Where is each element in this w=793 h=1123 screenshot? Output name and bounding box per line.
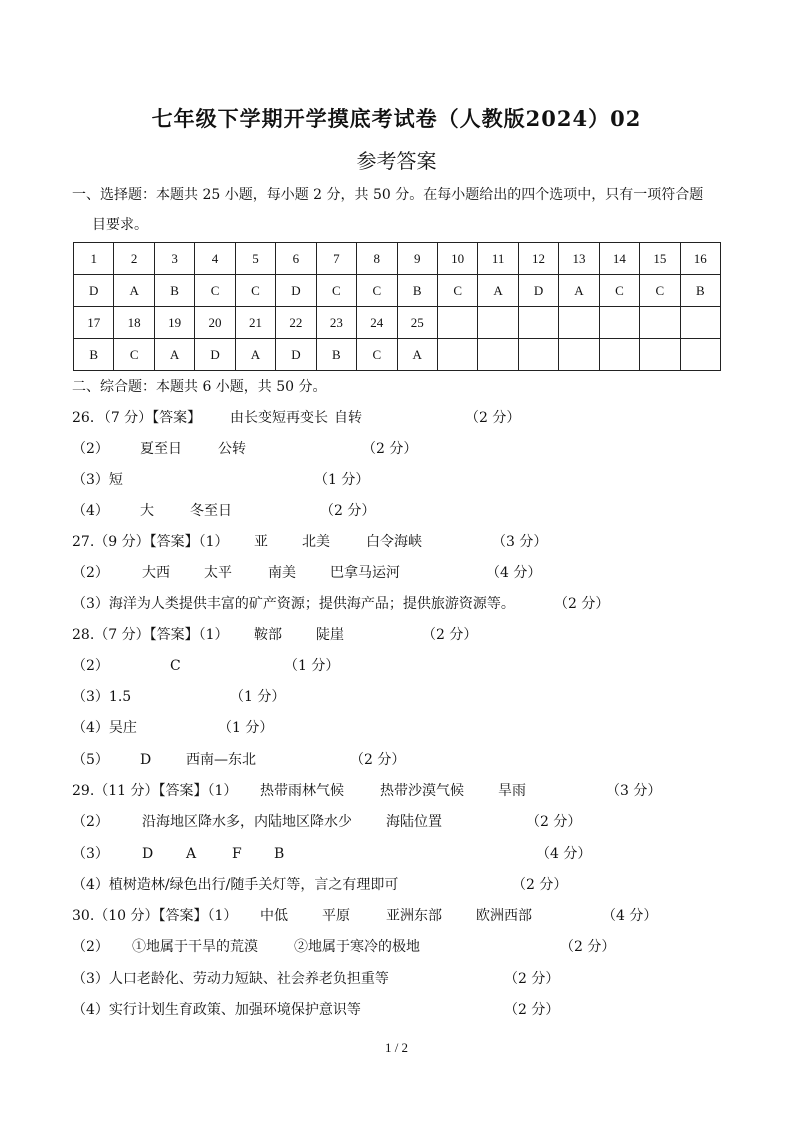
section1-heading: 一、选择题：本题共 25 小题，每小题 2 分，共 50 分。在每小题给出的四个选项中，只有一项符合题 [72, 187, 704, 203]
answer-cell [478, 339, 518, 371]
answer-text: A [186, 846, 197, 862]
answer-cell: B [397, 275, 437, 307]
answer-cell: D [195, 339, 235, 371]
answer-text: 中低 [260, 908, 288, 924]
sub-label: （2） [72, 939, 109, 955]
answer-cell: 8 [357, 243, 397, 275]
answer-cell: A [154, 339, 194, 371]
answer-cell [478, 307, 518, 339]
answer-cell: C [316, 275, 356, 307]
q28-header: 28.（7 分）【答案】（1） [72, 627, 229, 643]
answer-cell: 15 [640, 243, 680, 275]
answer-cell: 3 [154, 243, 194, 275]
answer-text: 热带沙漠气候 [380, 783, 464, 799]
answer-text: 热带雨林气候 [260, 783, 344, 799]
answer-cell: 12 [518, 243, 558, 275]
answer-text: D [140, 752, 152, 768]
answer-cell: 14 [599, 243, 639, 275]
sub-label: （2） [72, 658, 109, 674]
answer-cell: 22 [276, 307, 316, 339]
answer-cell: 1 [74, 243, 114, 275]
answer-text: 旱雨 [498, 783, 526, 799]
answer-cell: B [680, 275, 720, 307]
answer-cell [640, 307, 680, 339]
answer-cell: B [154, 275, 194, 307]
q26-header: 26．（7 分）【答案】 [72, 410, 202, 426]
answer-cell: 20 [195, 307, 235, 339]
answer-number-row [74, 307, 721, 339]
answer-cell: C [114, 339, 154, 371]
q29-header: 29.（11 分）【答案】（1） [72, 783, 238, 799]
score: （2 分） [512, 877, 568, 893]
answer-cell [599, 307, 639, 339]
score: （1 分） [230, 689, 286, 705]
sub-label: （2） [72, 441, 109, 457]
sub-label: （5） [72, 752, 109, 768]
answer-text: 太平 [204, 565, 232, 581]
answer-cell: A [478, 275, 518, 307]
score: （1 分） [218, 720, 274, 736]
answer-cell: A [235, 339, 275, 371]
page-subtitle: 参考答案 [356, 149, 437, 173]
answer-cell: A [114, 275, 154, 307]
answer-cell: 4 [195, 243, 235, 275]
answer-number-row [74, 243, 721, 275]
sub-label: （3） [72, 846, 109, 862]
answer-text: 欧洲西部 [476, 908, 532, 924]
answer-text: （3）人口老龄化、劳动力短缺、社会养老负担重等 [72, 971, 389, 987]
score: （4 分） [536, 846, 592, 862]
score: （2 分） [422, 627, 478, 643]
answer-text: 亚洲东部 [386, 908, 442, 924]
answer-text: D [142, 846, 154, 862]
answer-text: 大西 [142, 565, 170, 581]
score: （2 分） [554, 596, 610, 612]
answer-cell [437, 307, 477, 339]
answer-cell: C [235, 275, 275, 307]
score: （1 分） [314, 472, 370, 488]
answer-cell: 23 [316, 307, 356, 339]
answer-cell [559, 307, 599, 339]
score: （2 分） [465, 410, 521, 426]
answer-text: 海陆位置 [386, 814, 442, 830]
answer-cell [437, 339, 477, 371]
answer-text: 南美 [268, 565, 296, 581]
sub-label: （2） [72, 814, 109, 830]
answer-text: ①地属于干旱的荒漠 [132, 939, 258, 955]
answer-cell: 5 [235, 243, 275, 275]
score: （4 分） [486, 565, 542, 581]
answer-cell [640, 339, 680, 371]
section1-heading-cont: 目要求。 [92, 217, 148, 233]
score: （2 分） [526, 814, 582, 830]
answer-text: 沿海地区降水多，内陆地区降水少 [142, 814, 352, 830]
answer-cell [559, 339, 599, 371]
answer-cell: 21 [235, 307, 275, 339]
answer-cell: C [357, 339, 397, 371]
answer-cell: C [195, 275, 235, 307]
answer-cell: D [276, 339, 316, 371]
answer-text: （4）植树造林/绿色出行/随手关灯等，言之有理即可 [72, 877, 399, 893]
answer-text: C [170, 658, 181, 674]
sub-label: （3）短 [72, 472, 123, 488]
answer-cell: C [599, 275, 639, 307]
answer-text: 公转 [218, 441, 246, 457]
answer-cell: C [640, 275, 680, 307]
answer-cell: 19 [154, 307, 194, 339]
score: （4 分） [602, 908, 658, 924]
answer-text: 夏至日 [140, 441, 182, 457]
answer-cell: 6 [276, 243, 316, 275]
score: （3 分） [492, 534, 548, 550]
score: （2 分） [350, 752, 406, 768]
score: （2 分） [504, 1002, 560, 1018]
answer-text: 冬至日 [190, 503, 232, 519]
answer-text: （3）海洋为人类提供丰富的矿产资源；提供海产品；提供旅游资源等。 [72, 596, 515, 612]
answer-cell: D [518, 275, 558, 307]
answer-cell: B [316, 339, 356, 371]
answer-cell: A [397, 339, 437, 371]
answer-cell: 25 [397, 307, 437, 339]
answer-cell [599, 339, 639, 371]
answer-text: 白令海峡 [366, 534, 422, 550]
answer-text: 巴拿马运河 [330, 565, 400, 581]
q27-header: 27.（9 分）【答案】（1） [72, 534, 229, 550]
answer-text: ②地属于寒冷的极地 [294, 939, 420, 955]
answer-text: 平原 [322, 908, 350, 924]
answer-cell: A [559, 275, 599, 307]
sub-label: （3）1.5 [72, 689, 132, 705]
score: （2 分） [504, 971, 560, 987]
sub-label: （4） [72, 503, 109, 519]
answer-text: B [274, 846, 285, 862]
answer-cell: 16 [680, 243, 720, 275]
answer-text: 西南—东北 [186, 752, 256, 768]
q30-header: 30.（10 分）【答案】（1） [72, 908, 238, 924]
answer-text: 北美 [302, 534, 330, 550]
answer-text: （4）实行计划生育政策、加强环境保护意识等 [72, 1002, 361, 1018]
score: （2 分） [320, 503, 376, 519]
answer-cell: 24 [357, 307, 397, 339]
answer-text: 陡崖 [316, 627, 344, 643]
answer-cell: D [74, 275, 114, 307]
answer-cell: C [437, 275, 477, 307]
answer-cell: 2 [114, 243, 154, 275]
answer-cell: 9 [397, 243, 437, 275]
answer-cell: 7 [316, 243, 356, 275]
answer-text: 由长变短再变长 [230, 410, 328, 426]
answer-cell [518, 307, 558, 339]
answer-cell: C [357, 275, 397, 307]
sub-label: （2） [72, 565, 109, 581]
answer-cell: 10 [437, 243, 477, 275]
answer-letter-row [74, 339, 721, 371]
answer-cell: B [74, 339, 114, 371]
answer-cell [680, 339, 720, 371]
answer-letter-row [74, 275, 721, 307]
score: （2 分） [362, 441, 418, 457]
answer-text: F [232, 846, 242, 862]
answer-cell: 13 [559, 243, 599, 275]
score: （3 分） [606, 783, 662, 799]
answer-text: 亚 [254, 534, 268, 550]
answer-cell: 11 [478, 243, 518, 275]
page-number: 1 / 2 [384, 1040, 409, 1055]
score: （2 分） [560, 939, 616, 955]
answer-cell [680, 307, 720, 339]
page-title: 七年级下学期开学摸底考试卷（人教版2024）02 [151, 106, 642, 131]
answer-text: 自转 [334, 410, 362, 426]
answer-table [73, 242, 721, 371]
answer-text: 大 [140, 503, 154, 519]
answer-text: 鞍部 [254, 627, 282, 643]
score: （1 分） [284, 658, 340, 674]
answer-cell: 18 [114, 307, 154, 339]
answer-cell: 17 [74, 307, 114, 339]
answer-cell [518, 339, 558, 371]
section2-heading: 二、综合题：本题共 6 小题，共 50 分。 [72, 379, 327, 395]
sub-label: （4）吴庄 [72, 720, 137, 736]
answer-cell: D [276, 275, 316, 307]
